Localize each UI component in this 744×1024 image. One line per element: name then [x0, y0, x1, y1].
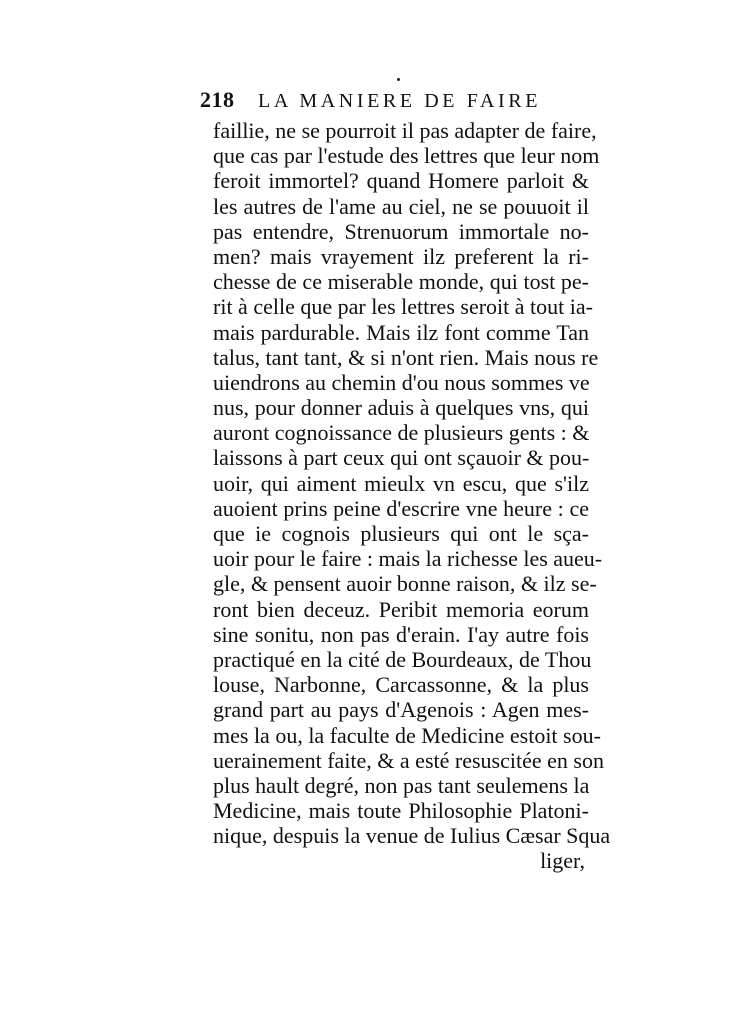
text-line: practiqué en la cité de Bourdeaux, de Thou [213, 646, 592, 672]
text-line: chesse de ce miserable monde, qui tost pe- [213, 269, 589, 295]
text-line: feroit immortel? quand Homere parloit & [213, 168, 589, 194]
text-line: nus, pour donner aduis à quelques vns, qui [213, 395, 589, 421]
text-line: sine sonitu, non pas d'erain. I'ay autre fois [213, 621, 589, 647]
text-line: ront bien deceuz. Peribit memoria eorum [213, 596, 589, 622]
text-line: les autres de l'ame au ciel, ne se pouuoit il [213, 193, 589, 219]
text-line: pas entendre, Strenuorum immortale no- [213, 218, 589, 244]
text-line: uerainement faite, & a esté resuscitée en son [213, 747, 604, 773]
text-line: men? mais vrayement ilz preferent la ri- [213, 243, 589, 269]
ink-speck [397, 78, 400, 81]
text-line: Medicine, mais toute Philosophie Platoni- [213, 798, 589, 824]
page-number: 218 [200, 87, 235, 112]
text-line: plus hault degré, non pas tant seulemens la [213, 772, 590, 798]
text-line: uoir pour le faire : mais la richesse les aueu- [213, 546, 603, 572]
text-line: nique, despuis la venue de Iulius Cæsar Squa [213, 823, 611, 849]
text-line: grand part au pays d'Agenois : Agen mes- [213, 697, 589, 723]
text-line: gle, & pensent auoir bonne raison, & ilz se- [213, 571, 597, 597]
text-line: que ie cognois plusieurs qui ont le sça- [213, 521, 589, 546]
text-line: auoient prins peine d'escrire vne heure : ce [213, 495, 589, 521]
text-line: uiendrons au chemin d'ou nous sommes ve [213, 369, 590, 395]
text-line: faillie, ne se pourroit il pas adapter de faire, [213, 118, 597, 143]
text-line: louse, Narbonne, Carcassonne, & la plus [213, 672, 589, 698]
body-text [213, 118, 611, 874]
text-line: uoir, qui aiment mieulx vn escu, que s'ilz [213, 470, 589, 496]
text-line: mes la ou, la faculte de Medicine estoit sou- [213, 722, 601, 748]
text-line: auront cognoissance de plusieurs gents : & [213, 420, 590, 446]
running-head [200, 86, 560, 115]
running-title: LA MANIERE DE FAIRE [258, 90, 542, 112]
text-line: mais pardurable. Mais ilz font comme Tan [213, 319, 589, 345]
text-line: laissons à part ceux qui ont sçauoir & pou- [213, 445, 590, 471]
text-line: rit à celle que par les lettres seroit à tout ia- [213, 294, 593, 320]
text-line: que cas par l'estude des lettres que leur nom [213, 143, 600, 169]
catchword: liger, [540, 848, 585, 874]
text-line: talus, tant tant, & si n'ont rien. Mais nous re [213, 344, 599, 370]
